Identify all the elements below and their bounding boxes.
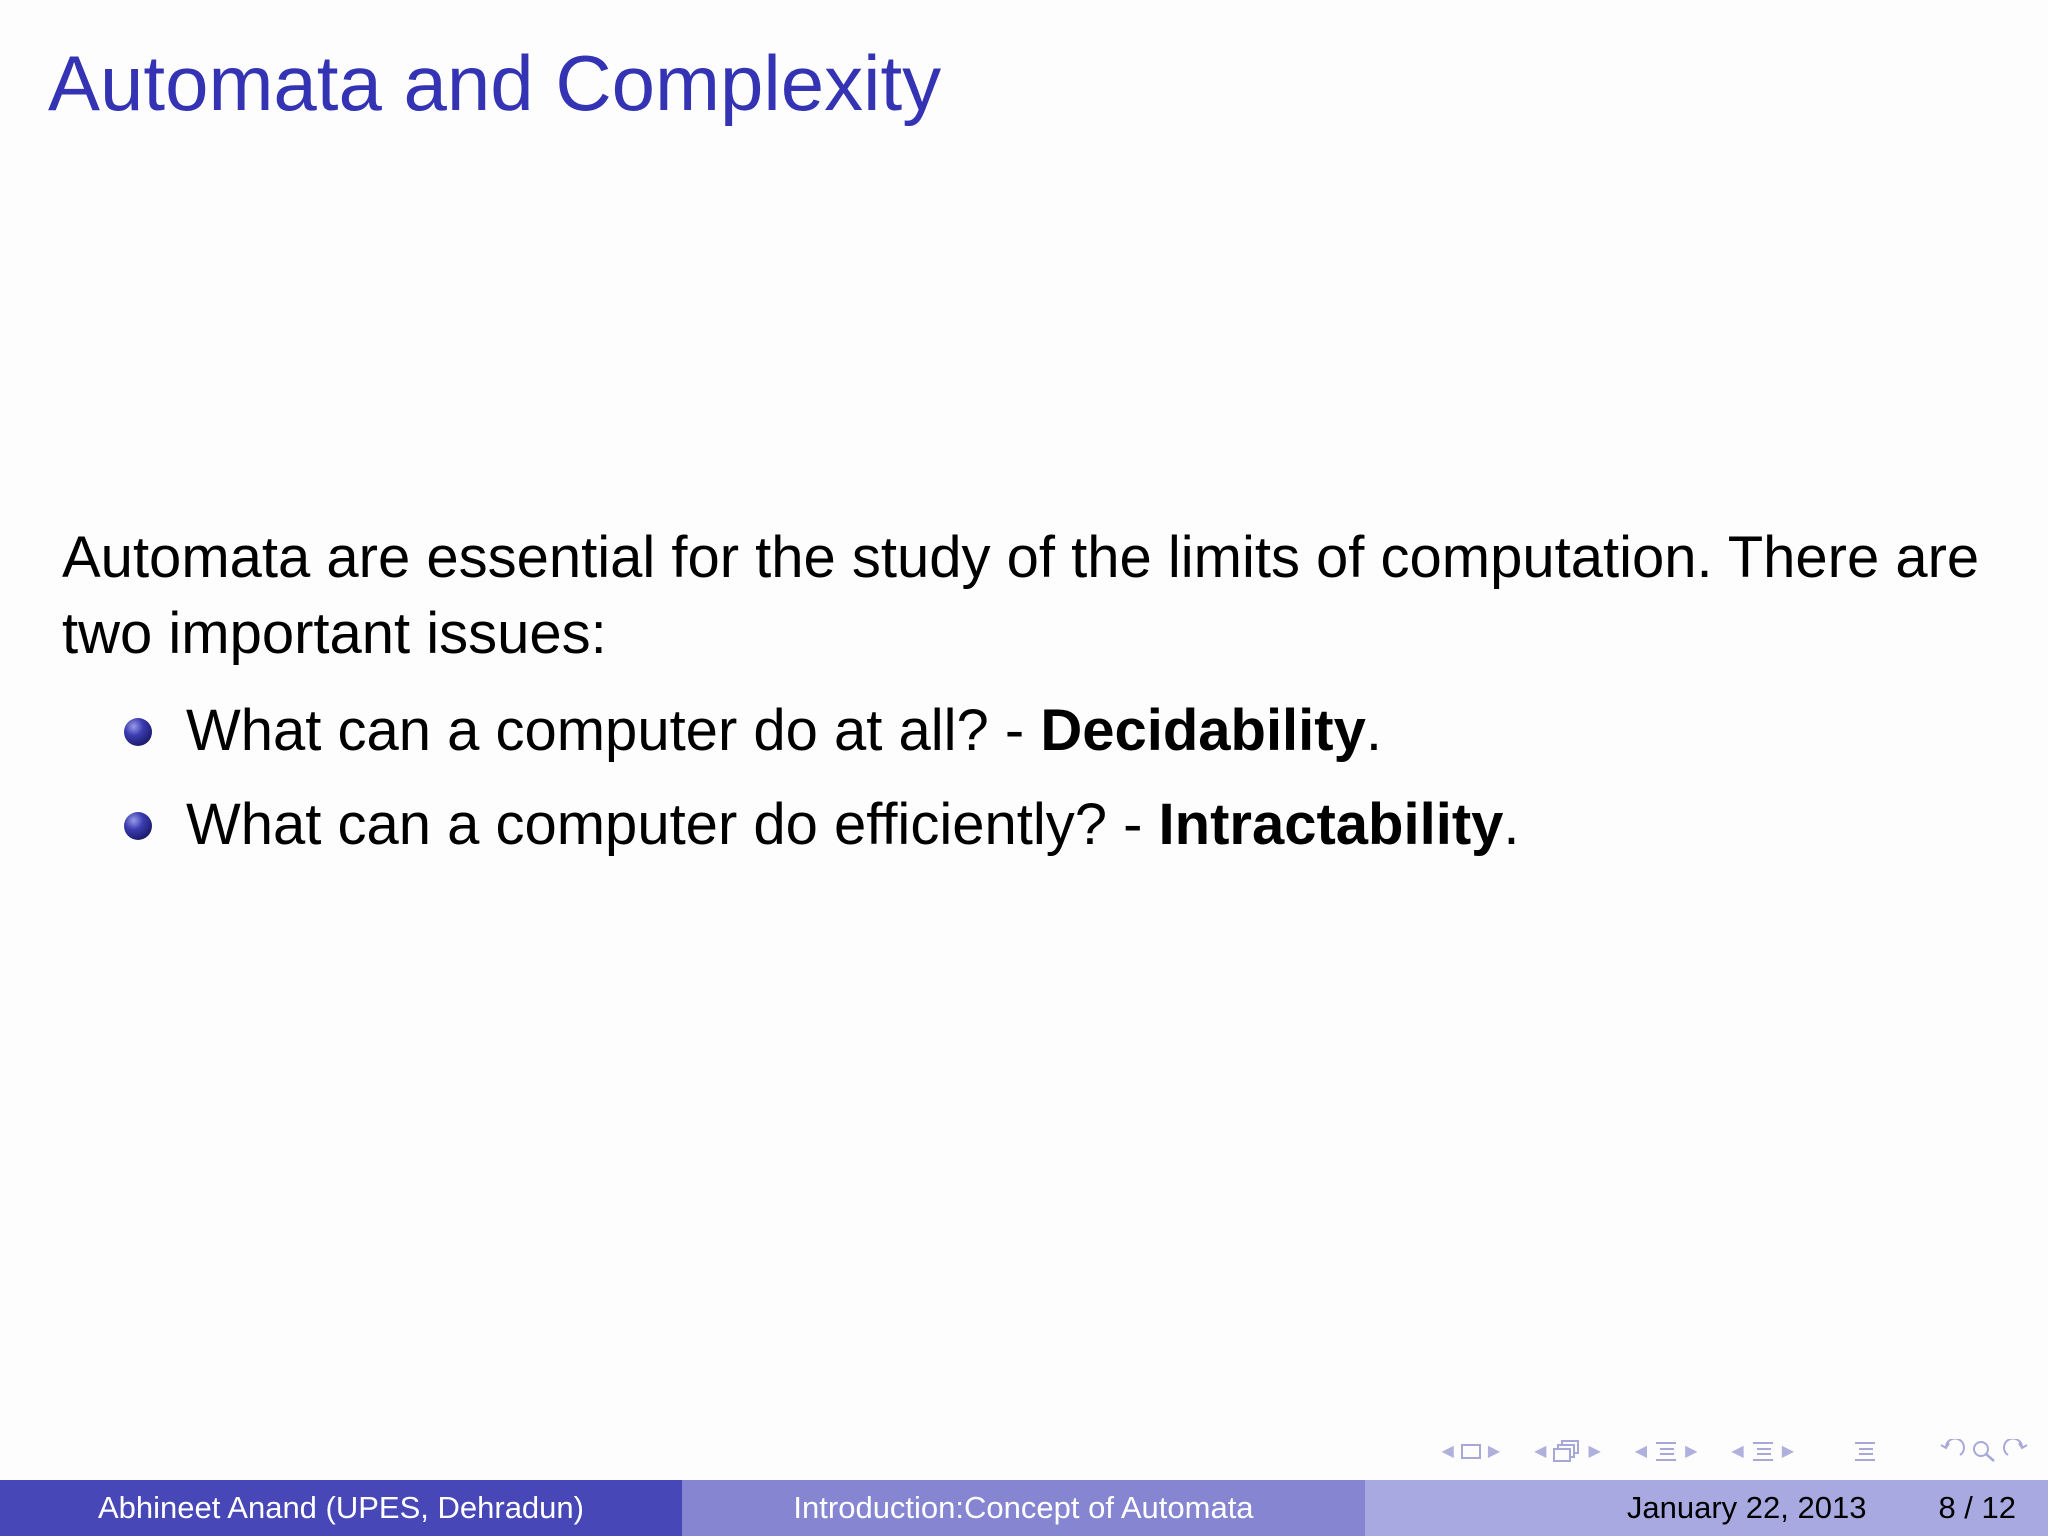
bullet-text: What can a computer do at all? - [186,698,1041,763]
navigation-bar [1414,1434,2031,1468]
arrow-left-icon[interactable]: ◀ [1534,1443,1547,1460]
arrow-right-icon[interactable]: ▶ [1588,1443,1601,1460]
arrow-left-icon[interactable]: ◀ [1634,1443,1648,1460]
footer-date: January 22, 2013 [1626,1490,1867,1525]
arrow-right-icon[interactable]: ▶ [1487,1443,1501,1460]
bullet-keyword: Intractability [1158,792,1504,857]
subsection-nav-icon[interactable] [1552,1439,1582,1463]
section-nav-icon[interactable] [1653,1439,1679,1463]
outline-icon[interactable] [1852,1439,1878,1463]
bullet-ball-icon [124,718,152,746]
intro-paragraph: Automata are essential for the study of the limits of computation. There are two important issues: [62,525,1980,666]
slide-title: Automata and Complexity [48,39,942,127]
history-nav[interactable] [1938,1439,2030,1463]
subsection-nav[interactable] [1528,1439,1607,1463]
arrow-right-icon[interactable]: ▶ [1781,1443,1794,1460]
bullet-end: . [1503,792,1520,857]
footer-author: Abhineet Anand (UPES, Dehradun) [0,1480,682,1536]
bullet-item-decidability [62,684,1992,778]
bullet-text: What can a computer do efficiently? - [186,792,1159,857]
arrow-left-icon[interactable]: ◀ [1441,1443,1454,1460]
footer-date-page [1365,1480,2048,1536]
section-nav[interactable] [1629,1439,1704,1463]
arrow-left-icon[interactable]: ◀ [1731,1443,1744,1460]
slide-body [62,520,1992,872]
arrow-right-icon[interactable]: ▶ [1685,1443,1698,1460]
bullet-ball-icon [124,812,152,840]
presentation-nav[interactable] [1725,1439,1800,1463]
bullet-item-intractability [62,778,1992,872]
footer-short-title: Introduction:Concept of Automata [682,1480,1365,1536]
outline-nav[interactable] [1852,1439,1878,1463]
frame-nav-icon[interactable] [1460,1442,1482,1460]
search-icon[interactable] [1970,1439,1998,1463]
frame-nav[interactable] [1436,1441,1507,1461]
presentation-nav-icon[interactable] [1750,1439,1776,1463]
bullet-keyword: Decidability [1040,698,1366,763]
page-number: 8 / 12 [1938,1490,2016,1525]
bullet-list [62,684,1992,872]
bullet-end: . [1365,698,1382,763]
forward-icon[interactable] [2002,1439,2030,1463]
footer-bar [0,1480,2048,1536]
back-icon[interactable] [1938,1439,1966,1463]
